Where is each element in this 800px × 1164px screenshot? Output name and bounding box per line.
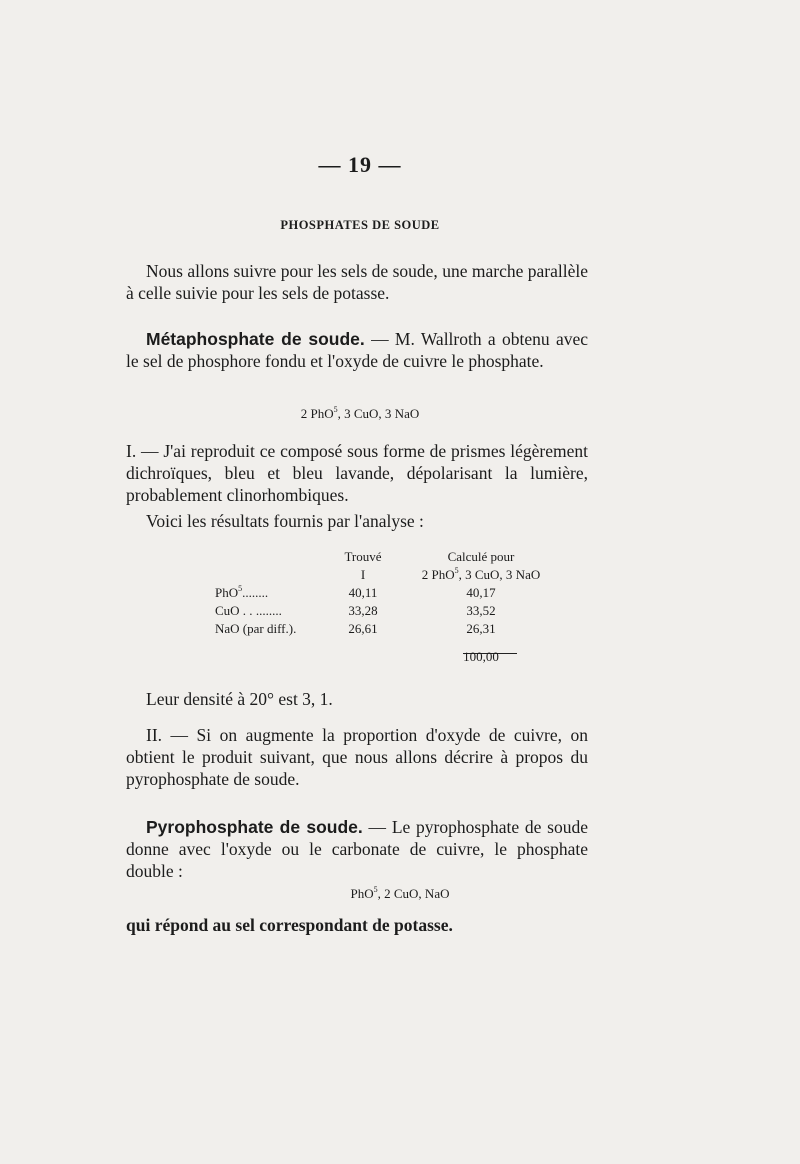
intro-paragraph: Nous allons suivre pour les sels de soude, une marche parallèle à celle suivie pour les sels de potasse. xyxy=(126,261,588,303)
metaphosphate-heading: Métaphosphate de soude. xyxy=(146,329,365,349)
formula-part: , 3 CuO, 3 NaO xyxy=(337,406,420,421)
section-title: PHOSPHATES DE SOUDE xyxy=(280,218,440,232)
table-row xyxy=(215,621,555,639)
row-label xyxy=(215,585,268,601)
label-superscript: 5 xyxy=(238,584,243,593)
row-label: NaO (par diff.). xyxy=(215,621,297,636)
total-value: 100,00 xyxy=(463,649,499,664)
label-part: CuO . . xyxy=(215,603,256,618)
pyrophosphate-heading: Pyrophosphate de soude. xyxy=(146,817,363,837)
metaphosphate-paragraph xyxy=(126,328,588,372)
pyrophosphate-text: — Le pyrophosphate de soude donne avec l'oxyde ou le carbonate de cuivre, le phosphate double : xyxy=(126,817,588,881)
metaphosphate-formula xyxy=(0,406,720,422)
paragraph-ii: II. — Si on augmente la proportion d'oxyde de cuivre, on obtient le produit suivant, que nous allons décrire à propos du pyrophosphate de soude. xyxy=(126,725,588,789)
table-header-row xyxy=(215,549,555,567)
table-row xyxy=(215,585,555,603)
pyrophosphate-paragraph xyxy=(126,816,588,882)
value-trouve: 33,28 xyxy=(348,603,378,618)
value-calcule: 33,52 xyxy=(466,603,496,618)
row-label xyxy=(215,603,282,619)
value-calcule: 26,31 xyxy=(466,621,496,636)
subheader-part: , 3 CuO, 3 NaO xyxy=(458,567,541,582)
density-line: Leur densité à 20° est 3, 1. xyxy=(146,689,333,709)
label-dots: ........ xyxy=(242,585,269,600)
subheader-superscript: 5 xyxy=(454,566,459,575)
value-calcule: 40,17 xyxy=(466,585,496,600)
col-subheader-calcule xyxy=(403,567,559,583)
subheader-part: 2 PhO xyxy=(421,567,455,582)
label-part: PhO xyxy=(215,585,239,600)
value-trouve: 26,61 xyxy=(348,621,378,636)
formula-part: PhO xyxy=(350,886,374,901)
formula-superscript: 5 xyxy=(333,405,338,414)
page-number: — 19 — xyxy=(318,152,402,177)
metaphosphate-text: — M. Wallroth a obtenu avec le sel de phosphore fondu et l'oxyde de cuivre le phosphate. xyxy=(126,329,588,371)
col-header-trouve: Trouvé xyxy=(344,549,382,564)
closing-line: qui répond au sel correspondant de potasse. xyxy=(126,915,453,935)
table-row xyxy=(215,603,555,621)
formula-part: , 2 CuO, NaO xyxy=(377,886,450,901)
pyrophosphate-formula xyxy=(40,886,760,902)
analysis-intro: Voici les résultats fournis par l'analyse : xyxy=(146,511,424,531)
value-trouve: 40,11 xyxy=(348,585,378,600)
formula-superscript: 5 xyxy=(373,885,378,894)
formula-part: 2 PhO xyxy=(300,406,334,421)
paragraph-i: I. — J'ai reproduit ce composé sous forme de prismes légèrement dichroïques, bleu et bleu lavande, dépolarisant la lumière, probablement clinorhombiques. xyxy=(126,441,588,505)
col-subheader-trouve: I xyxy=(360,567,366,582)
col-header-calcule: Calculé pour xyxy=(447,549,515,564)
analysis-table xyxy=(215,549,555,667)
table-subheader-row xyxy=(215,567,555,585)
label-dots: ........ xyxy=(255,603,282,618)
table-total-row xyxy=(215,649,555,667)
